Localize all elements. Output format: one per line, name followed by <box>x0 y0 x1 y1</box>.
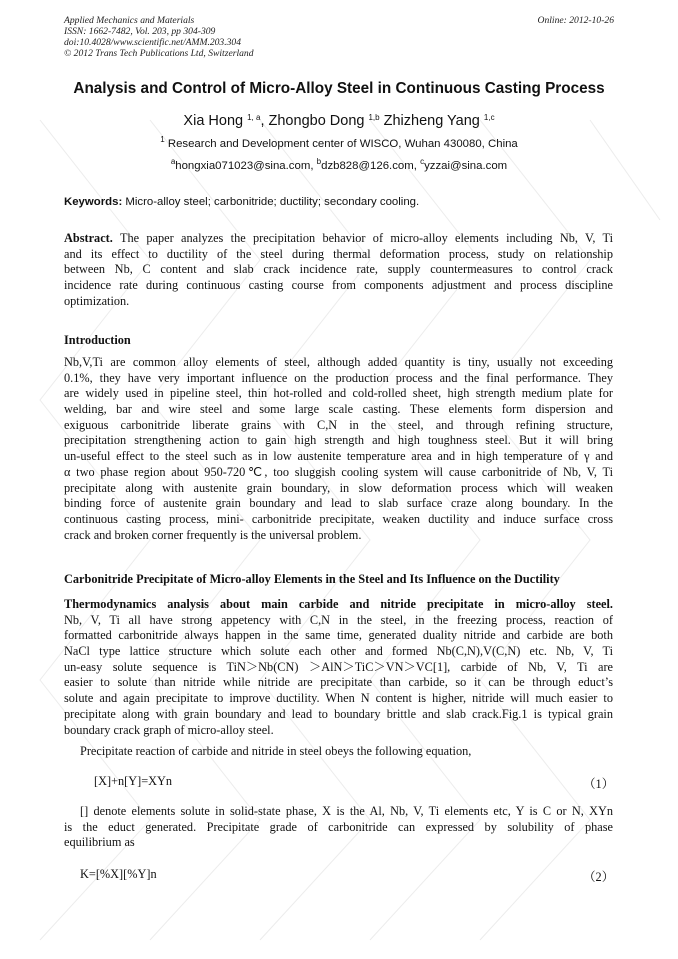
text-line: easier to solute than nitride while nitride are precipitate than carbide, so it can be through educt’s <box>64 675 613 690</box>
keywords-text: Micro-alloy steel; carbonitride; ductility; secondary cooling. <box>125 196 420 208</box>
abstract-paragraph <box>64 231 613 309</box>
thermodynamics-paragraph <box>64 597 613 738</box>
text-line: un-useful effect to the steel such as in low austenite temperature area and in high temperature of γ and <box>64 449 613 464</box>
affiliation <box>0 135 678 150</box>
online-date: Online: 2012-10-26 <box>537 15 614 26</box>
equation-explanation-paragraph <box>64 804 613 851</box>
author-list <box>0 113 678 129</box>
affiliation-text: Research and Development center of WISCO, Wuhan 430080, China <box>167 138 518 150</box>
author-name: Zhizheng Yang <box>383 113 480 129</box>
author-separator: , <box>260 113 269 129</box>
introduction-paragraph <box>64 355 613 543</box>
copyright-line: © 2012 Trans Tech Publications Ltd, Switzerland <box>64 48 254 59</box>
text-line: formatted carbonitride always happen in the same time, generated duality nitride and carbide are both <box>64 628 613 643</box>
equation-2-number: （2） <box>583 870 614 884</box>
text-line: precipitation strengthening action to gain high strength and high toughness steel. But it will bring <box>64 433 613 448</box>
section-heading-introduction: Introduction <box>64 333 131 347</box>
text-line: is the educt generated. Precipitate grade of carbonitride can expressed by solubility of phase <box>64 819 613 834</box>
text-line: welding, bar and wire steel and some large scale casting. These elements form dispersion and <box>64 402 613 417</box>
journal-name: Applied Mechanics and Materials <box>64 15 195 26</box>
equation-1: [X]+n[Y]=XYn <box>94 774 173 788</box>
equation-intro: Precipitate reaction of carbide and nitride in steel obeys the following equation, <box>80 744 472 758</box>
keywords <box>64 196 419 208</box>
email-link[interactable]: hongxia071023@sina.com, <box>175 160 317 172</box>
email-link[interactable]: yzzai@sina.com <box>424 160 508 172</box>
text-line: un-easy solute sequence is TiN＞Nb(CN) ＞AlN＞TiC＞VN＞VC[1], carbide of Nb, V, Ti are <box>64 659 613 674</box>
text-line: crack and broken corner frequently is the universal problem. <box>64 527 362 542</box>
text-line: exiguous carbonitride liberate grains with C,N in the steel, and through refining structure, <box>64 417 613 432</box>
keywords-label: Keywords: <box>64 196 123 208</box>
text-line: [] denote elements solute in solid-state phase, X is the Al, Nb, V, Ti elements etc, Y is C or N, XYn <box>80 804 613 818</box>
email-marker: a <box>170 157 176 166</box>
author-marker: 1,c <box>483 113 495 122</box>
author-marker: 1,b <box>368 113 380 122</box>
email-list <box>0 157 678 172</box>
text-line: Nb,V,Ti are common alloy elements of steel, although added quantity is tiny, usually not exceeding <box>64 355 613 369</box>
text-line: incidence rate during continuous casting course from components adjustment and process discipline <box>64 278 613 293</box>
text-line: continuous casting process, mini- carbonitride precipitate, weaken ductility and induce surface cross <box>64 511 613 526</box>
paper-title: Analysis and Control of Micro-Alloy Steel in Continuous Casting Process <box>73 80 605 97</box>
text-line: precipitate along with grain boundary and lead to boundary brittle and slab crack.Fig.1 is typical grain <box>64 706 613 721</box>
text-line: optimization. <box>64 293 130 308</box>
author-name: Xia Hong <box>183 113 244 129</box>
text-line: solute and again precipitate to improve ductility. When N content is higher, nitride will much easier to <box>64 691 613 706</box>
affiliation-marker: 1 <box>160 135 165 144</box>
equation-2: K=[%X][%Y]n <box>80 867 157 881</box>
text-line: 0.1%, they have very important influence on the production process and the final performance. They <box>64 370 613 385</box>
doi-line: doi:10.4028/www.scientific.net/AMM.203.304 <box>64 37 242 48</box>
author-name: Zhongbo Dong <box>268 113 365 129</box>
section-heading-carbonitride: Carbonitride Precipitate of Micro-alloy Elements in the Steel and Its Influence on the Ductility <box>64 572 560 586</box>
text-line: are widely used in pipeline steel, thin hot-rolled and cold-rolled sheet, high strength medium plate for <box>64 386 613 401</box>
text-line: The paper analyzes the precipitation behavior of micro-alloy elements including Nb, V, Ti <box>112 231 613 245</box>
text-line: Nb, V, Ti all have strong appetency with C,N in the steel, in the freezing process, reaction of <box>64 612 613 627</box>
author-marker: 1, a <box>247 113 261 122</box>
text-line: NaCl type lattice structure which solute each other and formed Nb(C,N),V(C,N) etc. Nb, V, Ti <box>64 644 613 659</box>
text-line: precipitate along with austenite grain boundary, in slow deformation process which will weaken <box>64 480 613 495</box>
text-line: between Nb, C content and slab crack incidence rate, supply countermeasures to control crack <box>64 262 613 277</box>
text-line: α two phase region about 950-720℃, too sluggish cooling system will cause carbonitride of Nb, V, Ti <box>64 464 613 479</box>
text-line: boundary crack graph of micro-alloy steel. <box>64 722 274 737</box>
email-marker: c <box>420 157 425 166</box>
email-marker: b <box>316 157 322 166</box>
text-line: binding force of austenite grain boundary and lead to slab surface craze along boundary. In the <box>64 496 613 511</box>
email-link[interactable]: dzb828@126.com, <box>321 160 421 172</box>
abstract-label: Abstract. <box>64 231 113 245</box>
issn-line: ISSN: 1662-7482, Vol. 203, pp 304-309 <box>64 26 216 37</box>
text-line: equilibrium as <box>64 835 135 850</box>
subsection-heading: Thermodynamics analysis about main carbide and nitride precipitate in micro-alloy steel. <box>64 597 613 611</box>
equation-1-number: （1） <box>583 777 614 791</box>
text-line: and its effect to ductility of the steel during thermal deformation process, study on relationship <box>64 246 613 261</box>
